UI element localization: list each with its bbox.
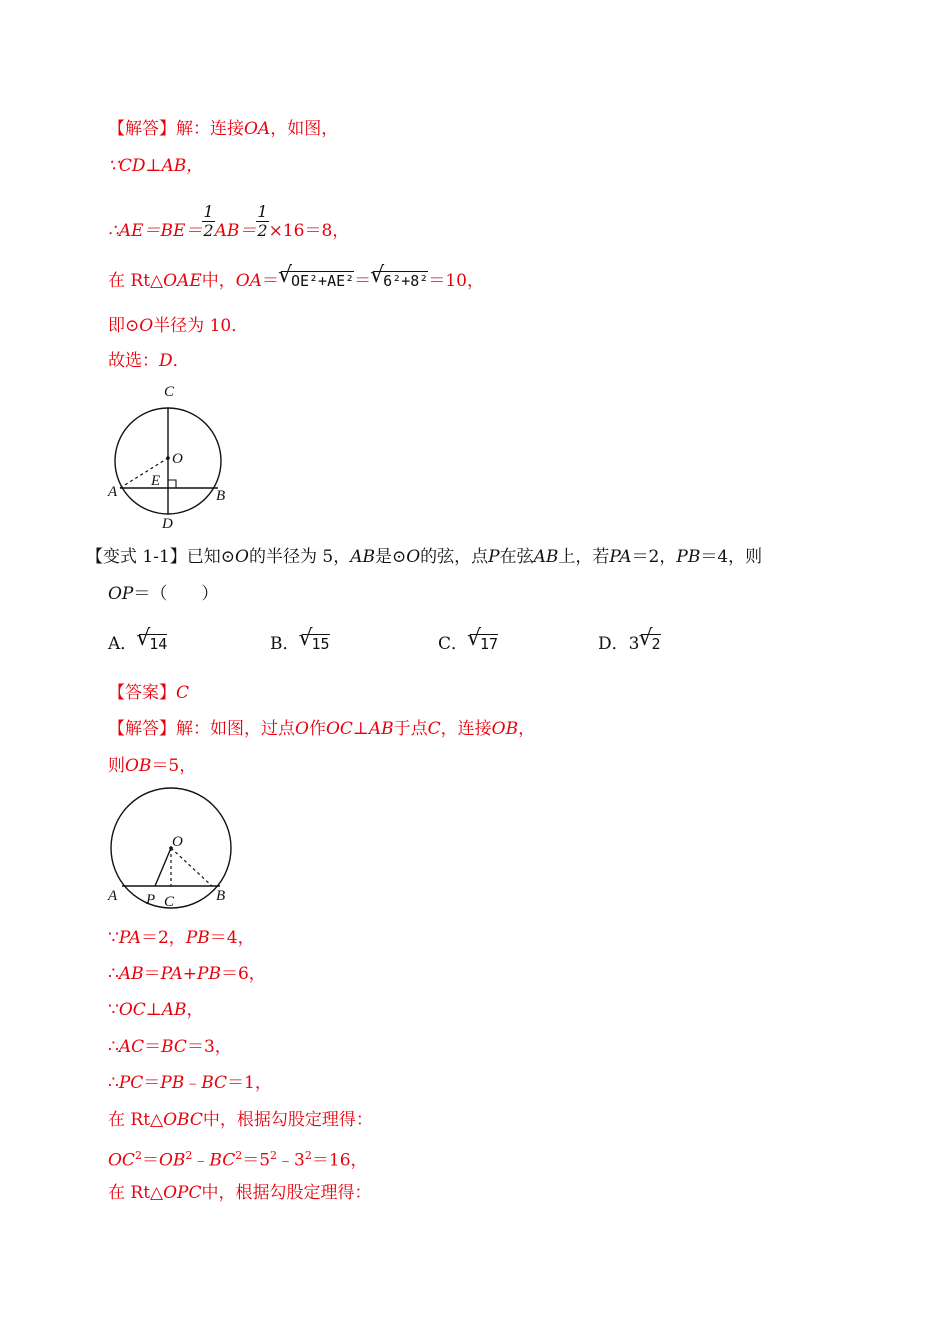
- sol2-line1: 【解答】解：如图，过点O作OC⊥AB于点C，连接OB，: [108, 719, 536, 739]
- label-d: D: [162, 516, 173, 532]
- label-e: E: [151, 473, 161, 489]
- sol2-step8: 在 Rt△OPC中，根据勾股定理得：: [108, 1183, 372, 1203]
- fraction-half: $\frac{1}{2}$: [203, 202, 214, 240]
- question-line1: 【变式 1-1】已知⊙O的半径为 5，AB是⊙O的弦，点P在弦AB上，若PA＝2，PB＝4，则: [86, 547, 763, 567]
- sol1-line4: 在 Rt△OAE中，OA＝√ OE²+AE²＝√ 6²+8²＝10，: [108, 270, 484, 292]
- label-o: O: [172, 451, 183, 467]
- label-p-2: P: [146, 892, 156, 908]
- label-c: C: [164, 384, 175, 400]
- sol2-step1: ∵PA＝2，PB＝4，: [108, 928, 255, 948]
- segment-op: [155, 848, 171, 886]
- option-d: D．3√ 2: [598, 633, 661, 655]
- segment-oa: [120, 458, 168, 488]
- label-c-2: C: [164, 894, 175, 910]
- center-dot: [166, 456, 170, 460]
- option-c: C．√ 17: [438, 633, 498, 655]
- question-line2: OP＝（ ）: [108, 584, 219, 604]
- sol2-step7: $OC^2=OB^2﹣BC^2=5^2﹣3^2=16$，: [108, 1149, 368, 1171]
- sol2-line2: 则OB＝5，: [108, 756, 197, 776]
- fraction-half-2: $\frac{1}{2}$: [257, 202, 268, 240]
- sqrt-6-8: √ 6²+8²: [373, 271, 428, 290]
- sol2-step4: ∴AC＝BC＝3，: [108, 1037, 232, 1057]
- label-a-2: A: [108, 888, 118, 904]
- answer-line: 【答案】C: [108, 683, 190, 703]
- sol1-line3: ∴AE＝BE＝ $\frac{1}{2}$ AB＝ $\frac{1}{2}$ ×16＝8，: [108, 202, 350, 241]
- label-o-2: O: [172, 834, 183, 850]
- option-a: A．√ 14: [108, 633, 167, 655]
- label-a: A: [108, 484, 118, 500]
- right-angle-mark: [168, 480, 176, 488]
- option-b: B．√ 15: [270, 633, 330, 655]
- circle-figure-1: [100, 378, 240, 534]
- sol1-line6: 故选：D．: [108, 351, 190, 371]
- sol1-line1: 【解答】解：连接OA，如图，: [108, 119, 339, 139]
- segment-ob: [171, 848, 212, 886]
- sol2-step3: ∵OC⊥AB，: [108, 1000, 204, 1020]
- label-b-2: B: [216, 888, 226, 904]
- sol2-step5: ∴PC＝PB﹣BC＝1，: [108, 1073, 272, 1093]
- sol1-line5: 即⊙O半径为 10．: [108, 316, 249, 336]
- label-b: B: [216, 488, 226, 504]
- sol2-step2: ∴AB＝PA+PB＝6，: [108, 964, 266, 984]
- circle-figure-2: [100, 785, 250, 915]
- sol2-step6: 在 Rt△OBC中，根据勾股定理得：: [108, 1110, 373, 1130]
- sqrt-oe-ae: √ OE²+AE²: [281, 271, 354, 290]
- sol1-line2: ∵CD⊥AB，: [108, 156, 204, 176]
